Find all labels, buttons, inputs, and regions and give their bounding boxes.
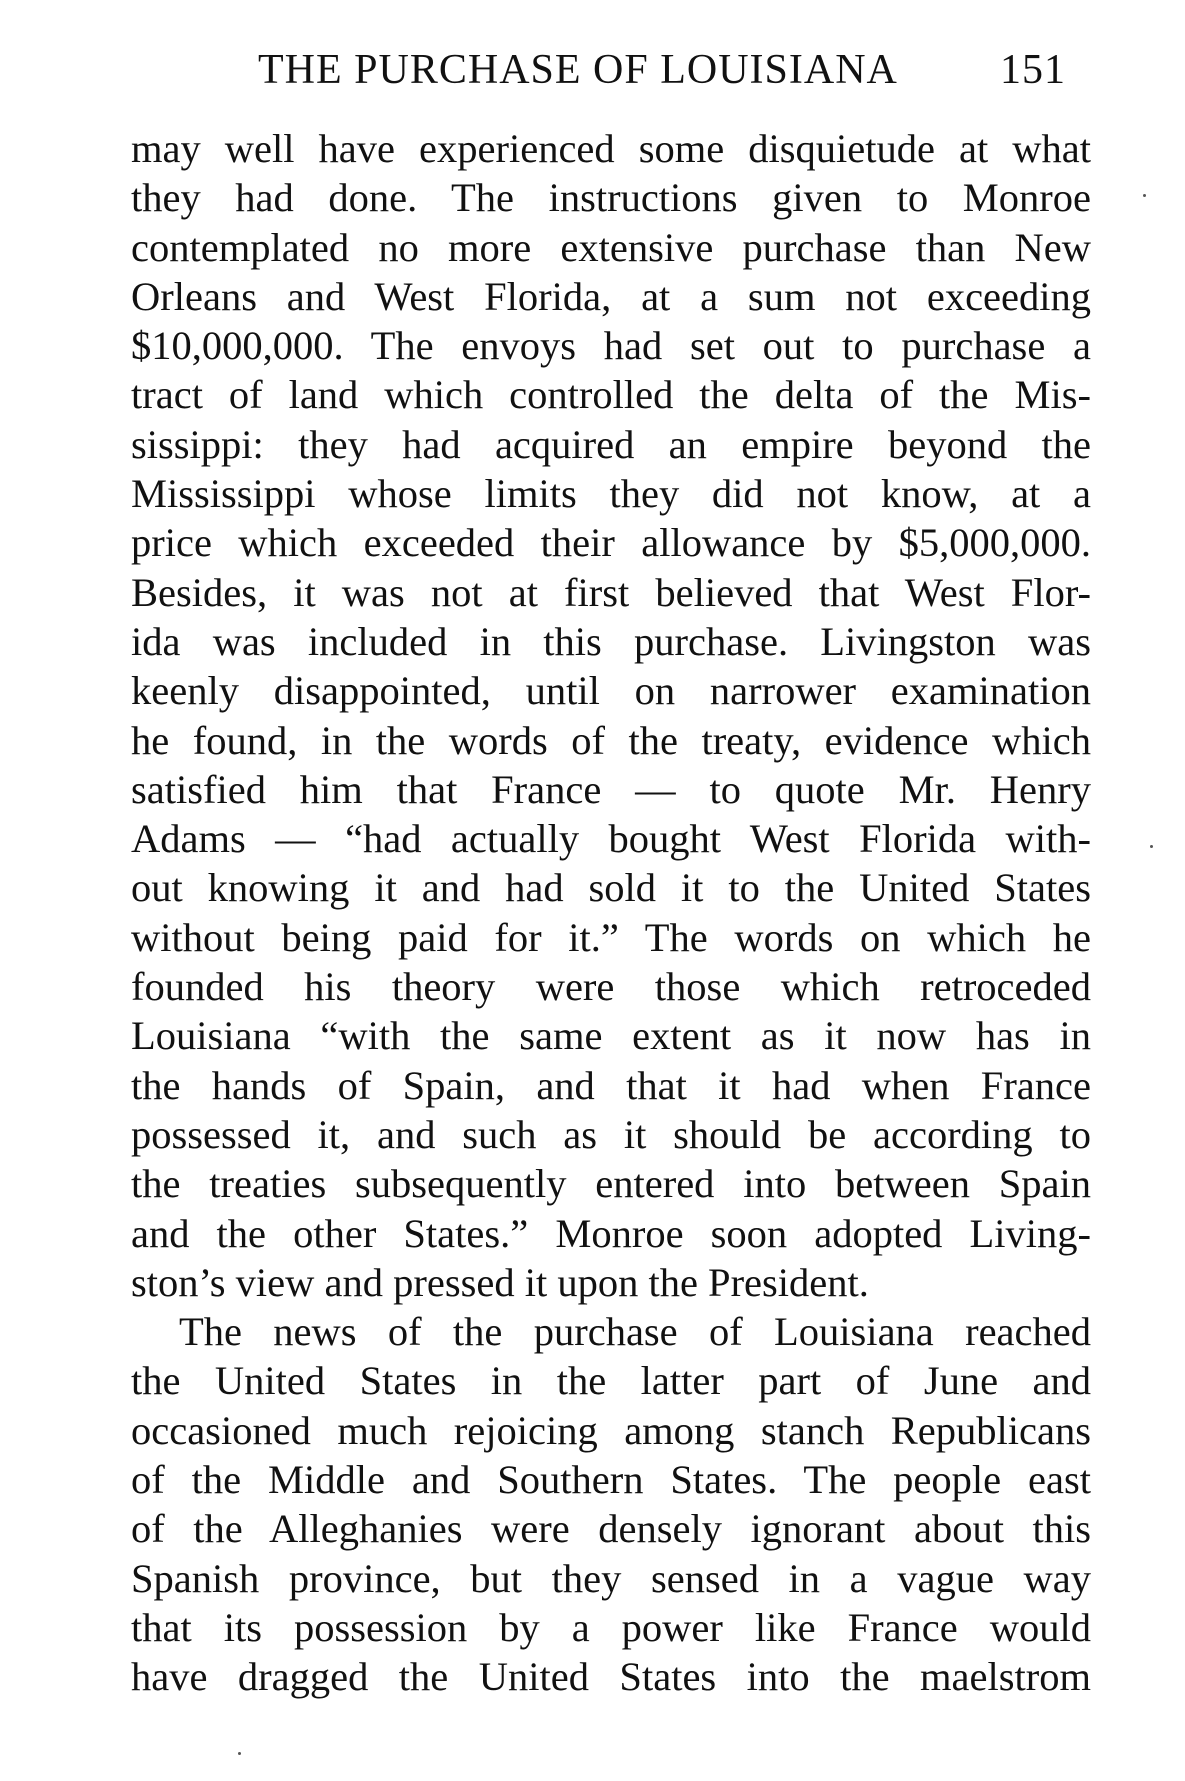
text-line: out knowing it and had sold it to the United States [131,865,1091,911]
text-line: ston’s view and pressed it upon the President. [131,1259,869,1305]
chapter-title: THE PURCHASE OF LOUISIANA [258,47,898,93]
text-line: have dragged the United States into the maelstrom [131,1654,1091,1700]
text-line: the United States in the latter part of June and [131,1358,1091,1404]
body-text [131,124,1091,1702]
text-line: Adams — “had actually bought West Florida with- [131,816,1091,862]
text-line: Spanish province, but they sensed in a vague way [131,1555,1091,1601]
text-line: they had done. The instructions given to Monroe [131,175,1091,221]
text-line: satisfied him that France — to quote Mr. Henry [131,766,1091,812]
running-header [258,42,1078,98]
text-line: ida was included in this purchase. Livingston was [131,618,1091,664]
page-number: 151 [1000,47,1066,93]
text-line: sissippi: they had acquired an empire beyond the [131,421,1091,467]
text-line: of the Middle and Southern States. The people east [131,1457,1091,1503]
text-line: Orleans and West Florida, at a sum not exceeding [131,273,1091,319]
text-line: The news of the purchase of Louisiana reached [179,1309,1091,1355]
text-line: possessed it, and such as it should be according to [131,1111,1091,1157]
text-line: occasioned much rejoicing among stanch Republicans [131,1407,1091,1453]
text-line: and the other States.” Monroe soon adopted Living- [131,1210,1091,1256]
text-line: tract of land which controlled the delta of the Mis- [131,372,1091,418]
text-line: founded his theory were those which retroceded [131,964,1091,1010]
paragraph-2 [131,1307,1091,1701]
text-line: Mississippi whose limits they did not know, at a [131,471,1091,517]
scan-speck [1150,845,1153,848]
text-line: the treaties subsequently entered into between Spain [131,1161,1091,1207]
text-line: contemplated no more extensive purchase than New [131,224,1091,270]
paragraph-1 [131,124,1091,1307]
scan-speck [238,1752,241,1755]
text-line: without being paid for it.” The words on which he [131,914,1091,960]
scan-speck [1143,194,1146,197]
text-line: Besides, it was not at first believed that West Flor- [131,569,1091,615]
text-line: he found, in the words of the treaty, evidence which [131,717,1091,763]
text-line: that its possession by a power like France would [131,1604,1091,1650]
text-line: Louisiana “with the same extent as it now has in [131,1013,1091,1059]
text-line: $10,000,000. The envoys had set out to purchase a [131,323,1091,369]
text-line: of the Alleghanies were densely ignorant about this [131,1506,1091,1552]
text-line: keenly disappointed, until on narrower examination [131,668,1091,714]
text-line: price which exceeded their allowance by $5,000,000. [131,520,1091,566]
text-line: the hands of Spain, and that it had when France [131,1062,1091,1108]
text-line: may well have experienced some disquietude at what [131,126,1091,171]
